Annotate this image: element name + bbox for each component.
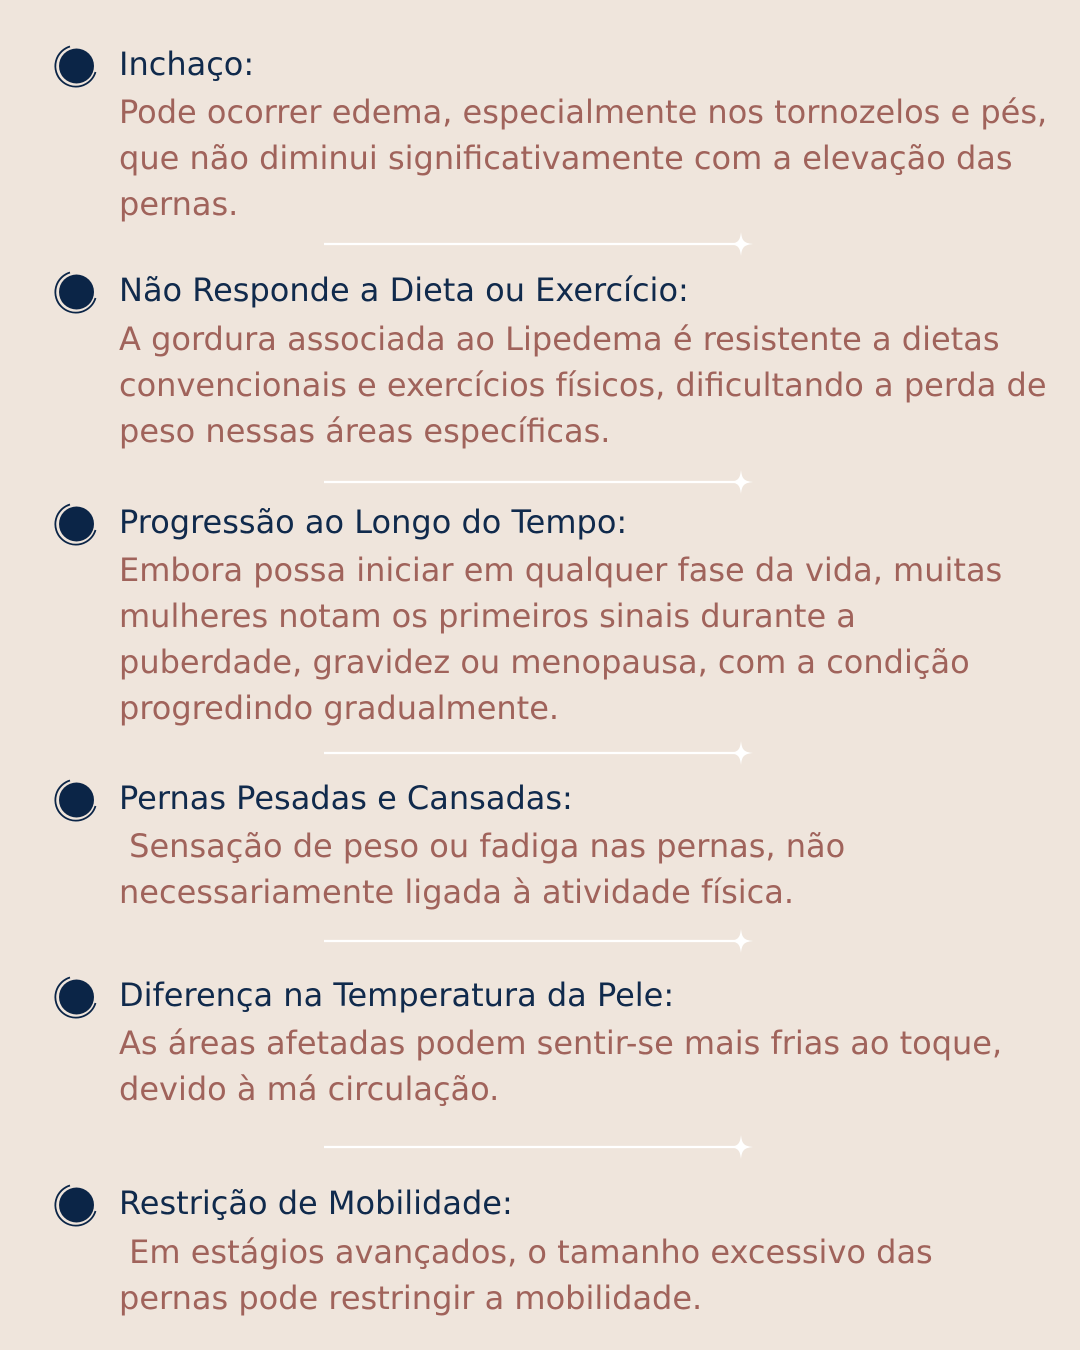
item-title: Diferença na Temperatura da Pele: xyxy=(119,976,675,1014)
item-description: Embora possa iniciar em qualquer fase da vida, muitas mulheres notam os primeiros sinais durante a puberdade, gravidez ou menopausa, com a condição progredindo gradualmente. xyxy=(119,551,1013,727)
star-divider-icon xyxy=(322,738,758,768)
moon-bullet-icon xyxy=(52,502,98,548)
star-divider-icon xyxy=(322,467,758,497)
star-divider-icon xyxy=(322,1132,758,1162)
moon-bullet-icon xyxy=(52,44,98,90)
item-title: Restrição de Mobilidade: xyxy=(119,1184,513,1222)
moon-bullet-icon xyxy=(52,270,98,316)
item-title: Não Responde a Dieta ou Exercício: xyxy=(119,271,689,309)
item-title: Inchaço: xyxy=(119,45,255,83)
star-divider-icon xyxy=(322,926,758,956)
moon-bullet-icon xyxy=(52,1183,98,1229)
item-description: Em estágios avançados, o tamanho excessivo das pernas pode restringir a mobilidade. xyxy=(119,1233,943,1317)
moon-bullet-icon xyxy=(52,778,98,824)
item-title: Pernas Pesadas e Cansadas: xyxy=(119,779,573,817)
item-description: Sensação de peso ou fadiga nas pernas, não necessariamente ligada à atividade física. xyxy=(119,827,856,911)
item-description: A gordura associada ao Lipedema é resistente a dietas convencionais e exercícios físicos, dificultando a perda de peso nessas áreas específicas. xyxy=(119,320,1057,450)
item-title: Progressão ao Longo do Tempo: xyxy=(119,503,628,541)
item-description: Pode ocorrer edema, especialmente nos tornozelos e pés, que não diminui significativamente com a elevação das pernas. xyxy=(119,93,1058,223)
item-description: As áreas afetadas podem sentir-se mais frias ao toque, devido à má circulação. xyxy=(119,1024,1013,1108)
star-divider-icon xyxy=(322,229,758,259)
moon-bullet-icon xyxy=(52,975,98,1021)
